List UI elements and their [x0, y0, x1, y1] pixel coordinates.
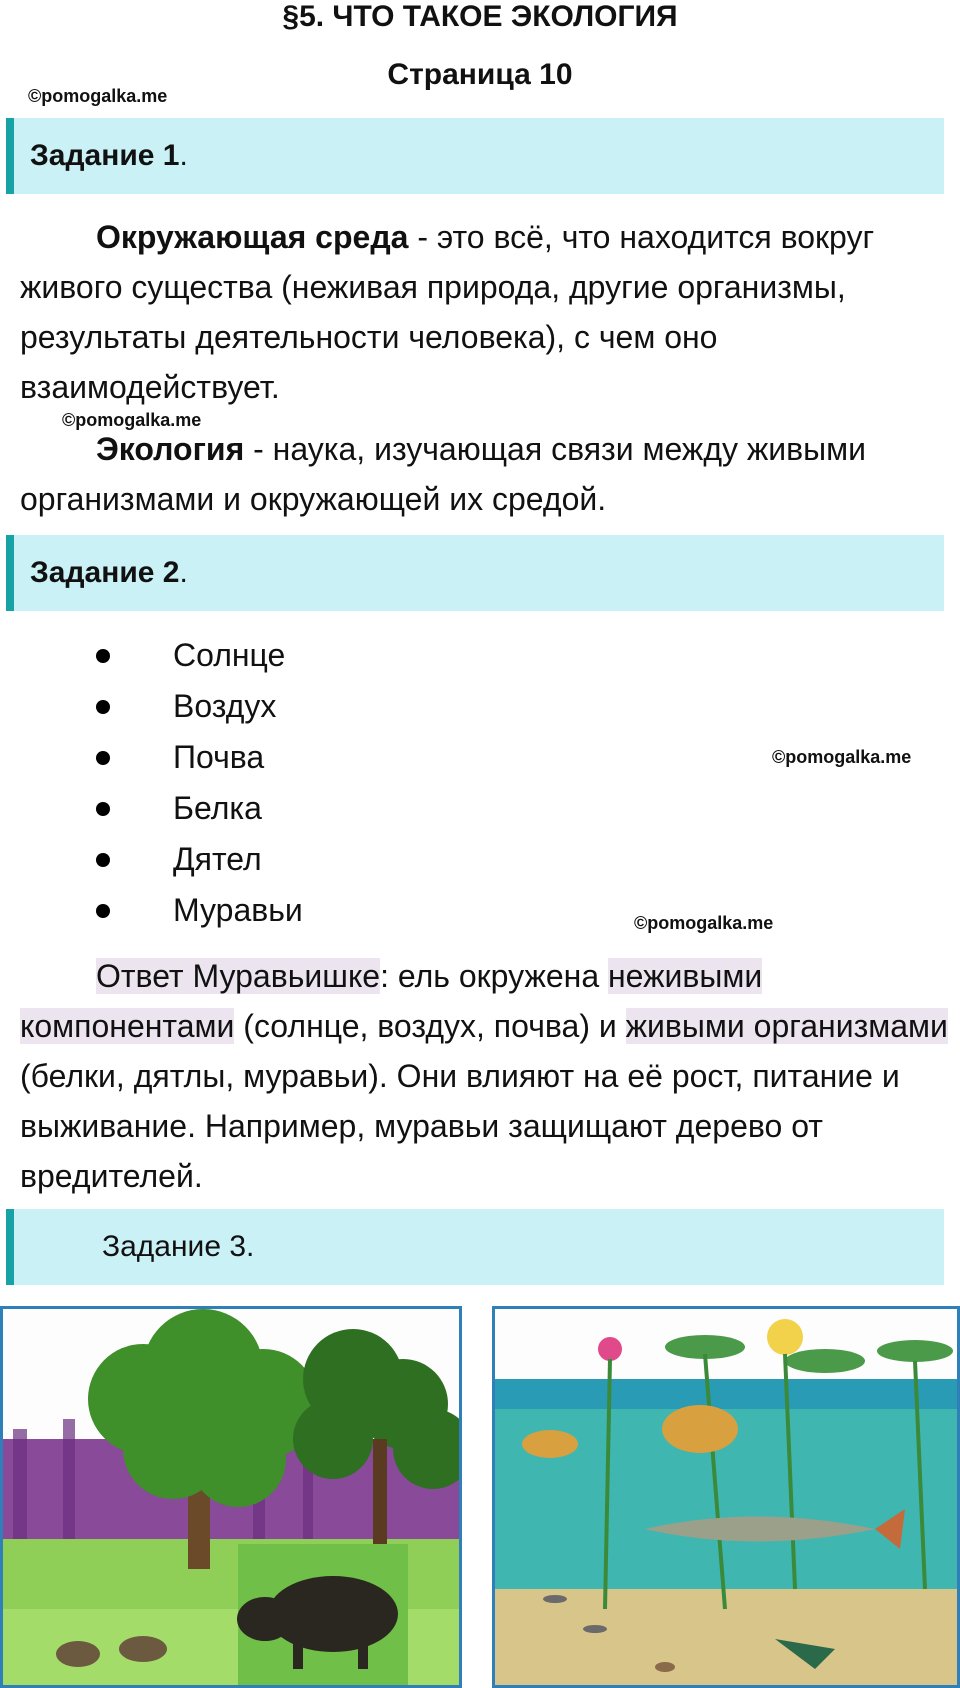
term-ecology: Экология [96, 431, 245, 467]
pond-illustration [492, 1306, 960, 1688]
task-3-heading: Задание 3. [6, 1209, 944, 1285]
list-item: Воздух [90, 681, 303, 732]
watermark: ©pomogalka.me [772, 747, 912, 767]
bullet-icon [96, 649, 110, 663]
list-item: Солнце [90, 630, 303, 681]
list-item: Почва [90, 732, 303, 783]
highlight-living: живыми организмами [625, 1008, 948, 1044]
section-title: §5. ЧТО ТАКОЕ ЭКОЛОГИЯ [282, 0, 678, 33]
bullet-icon [96, 802, 110, 816]
definition-environment-text: - это всё, что находится вокруг живого существа (неживая природа, другие организмы, результаты деятельности человека), с чем оно взаимодействует. [20, 219, 875, 405]
watermark: ©pomogalka.me [634, 913, 774, 933]
bullet-icon [96, 700, 110, 714]
pond-scene-image [495, 1309, 957, 1685]
bullet-icon [96, 751, 110, 765]
definition-ecology [20, 424, 940, 524]
list-item: Дятел [90, 834, 303, 885]
task-1-heading: Задание 1 . [6, 118, 944, 194]
highlight-answer: Ответ Муравьишке [96, 958, 381, 994]
watermark: ©pomogalka.me [62, 410, 202, 430]
bullet-icon [96, 904, 110, 918]
definition-ecology-text: - наука, изучающая связи между живыми организмами и окружающей их средой. [20, 431, 867, 517]
forest-scene-image [3, 1309, 459, 1685]
definition-environment [20, 212, 940, 412]
term-environment: Окружающая среда [96, 219, 409, 255]
answer-to-ant: Ответ Муравьишке: ель окружена неживыми компонентами (солнце, воздух, почва) и живыми организмами (белки, дятлы, муравьи). Они влияют на её рост, питание и выживание. Например, муравьи защищают дерево от вредителей. [20, 958, 948, 1194]
forest-illustration [0, 1306, 462, 1688]
page-number: Страница 10 [387, 58, 573, 91]
watermark: ©pomogalka.me [28, 86, 168, 106]
components-list [90, 630, 303, 936]
list-item: Муравьи [90, 885, 303, 936]
task-2-heading: Задание 2 . [6, 535, 944, 611]
list-item: Белка [90, 783, 303, 834]
bullet-icon [96, 853, 110, 867]
highlight-nonliving: неживыми компонентами [20, 958, 763, 1044]
